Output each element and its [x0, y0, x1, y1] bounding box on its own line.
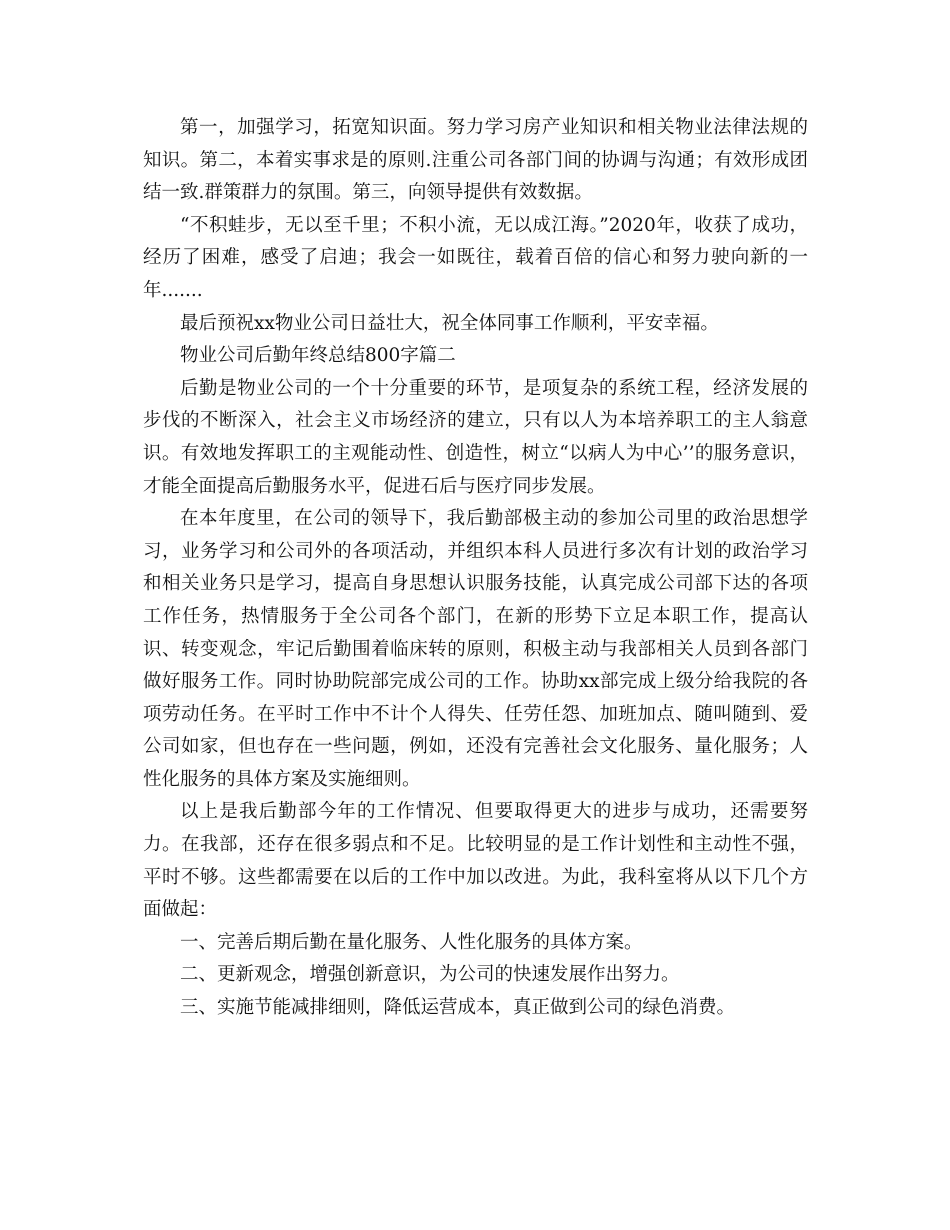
paragraph-study: 第一，加强学习，拓宽知识面。努力学习房产业知识和相关物业法律法规的知识。第二，本着实事求是的原则.注重公司各部门间的协调与沟通；有效形成团结一致.群策群力的氛围。第三，向领导提供有效数据。	[143, 117, 808, 204]
list-item-three: 三、实施节能减排细则，降低运营成本，真正做到公司的绿色消费。	[180, 997, 736, 1019]
section-heading: 物业公司后勤年终总结800字篇二	[180, 345, 456, 367]
paragraph-shortcomings: 以上是我后勤部今年的工作情况、但要取得更大的进步与成功，还需要努力。在我部，还存在很多弱点和不足。比较明显的是工作计划性和主动性不强，平时不够。这些都需要在以后的工作中加以改进。为此，我科室将从以下几个方面做起：	[143, 801, 808, 921]
paragraph-logistics-intro: 后勤是物业公司的一个十分重要的环节，是项复杂的系统工程，经济发展的步伐的不断深入，社会主义市场经济的建立，只有以人为本培养职工的主人翁意识。有效地发挥职工的主观能动性、创造性，树立“以病人为中心’’的服务意识，才能全面提高后勤服务水平，促进石后与医疗同步发展。	[143, 377, 808, 497]
paragraph-annual-work: 在本年度里，在公司的领导下，我后勤部极主动的参加公司里的政治思想学习，业务学习和公司外的各项活动，并组织本科人员进行多次有计划的政治学习和相关业务只是学习，提高自身思想认识服务技能，认真完成公司部下达的各项工作任务，热情服务于全公司各个部门，在新的形势下立足本职工作，提高认识、转变观念，牢记后勤围着临床转的原则，积极主动与我部相关人员到各部门做好服务工作。同时协助院部完成公司的工作。协助xx部完成上级分给我院的各项劳动任务。在平时工作中不计个人得失、任劳任怨、加班加点、随叫随到、爱公司如家，但也存在一些问题，例如，还没有完善社会文化服务、量化服务；人性化服务的具体方案及实施细则。	[143, 508, 808, 790]
document-body	[143, 112, 808, 1025]
paragraph-wishes: 最后预祝xx物业公司日益壮大，祝全体同事工作顺利，平安幸福。	[180, 312, 719, 334]
list-item-two: 二、更新观念，增强创新意识，为公司的快速发展作出努力。	[180, 964, 680, 986]
list-item-one: 一、完善后期后勤在量化服务、人性化服务的具体方案。	[180, 931, 643, 953]
paragraph-quote: “不积蛙步，无以至千里；不积小流，无以成江海。”2020年，收获了成功，经历了困难，感受了启迪；我会一如既往，载着百倍的信心和努力驶向新的一年.......	[143, 214, 808, 301]
